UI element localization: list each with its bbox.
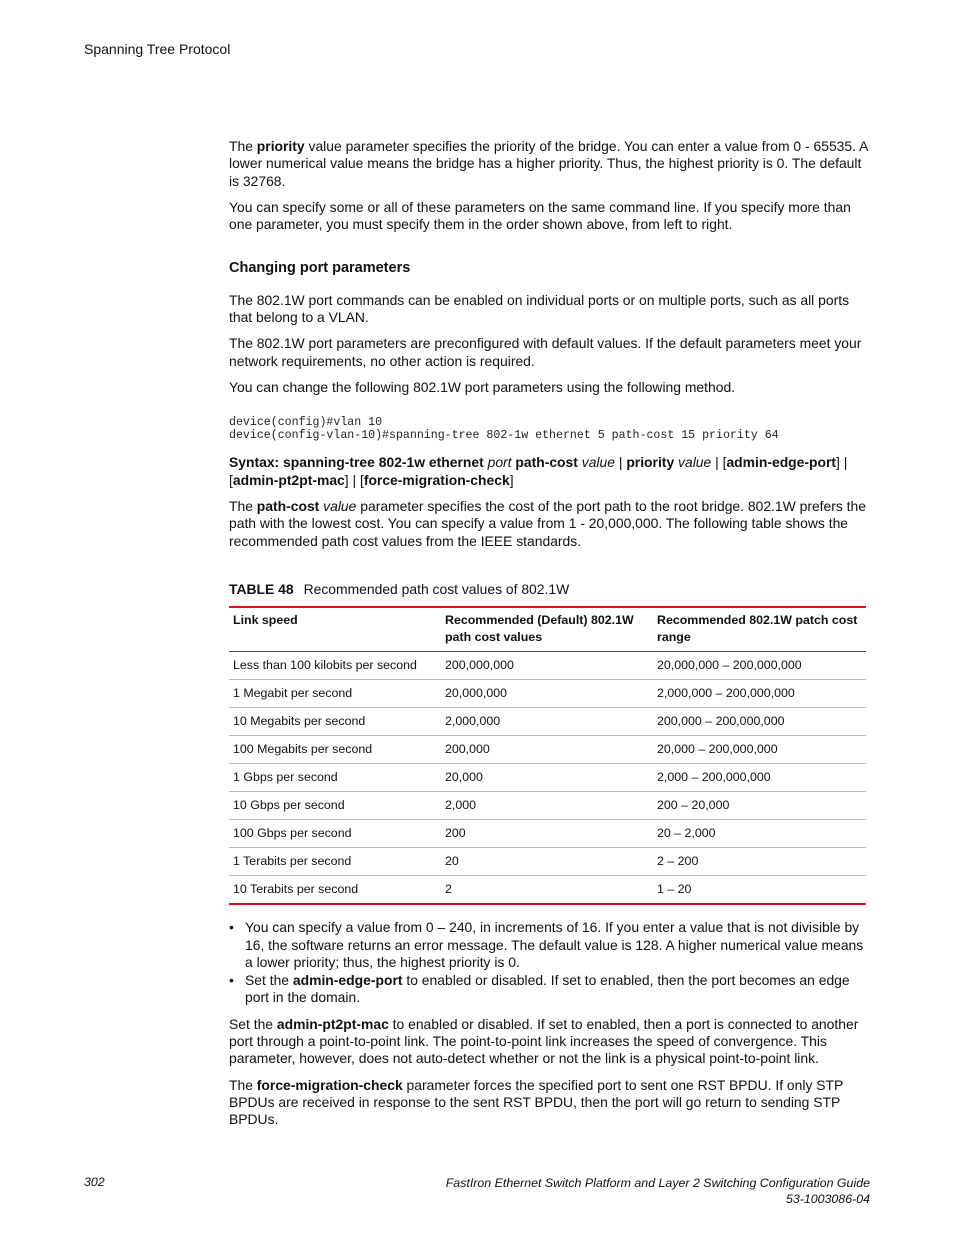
cell-link-speed: 100 Gbps per second xyxy=(229,820,441,848)
cell-cost-range: 200 – 20,000 xyxy=(653,792,866,820)
syntax-separator: ] xyxy=(509,471,514,488)
pt2pt-paragraph xyxy=(229,1016,869,1068)
cell-link-speed: 1 Gbps per second xyxy=(229,764,441,792)
syntax-keyword: admin-pt2pt-mac xyxy=(232,471,345,488)
bullet-list xyxy=(229,919,869,1006)
path-cost-table xyxy=(229,606,866,905)
cell-link-speed: Less than 100 kilobits per second xyxy=(229,652,441,680)
syntax-keyword: path-cost xyxy=(511,454,582,471)
cell-default-cost: 2,000,000 xyxy=(441,708,653,736)
code-example xyxy=(229,417,869,442)
cell-link-speed: 100 Megabits per second xyxy=(229,736,441,764)
page-content xyxy=(229,138,869,1138)
cell-default-cost: 200 xyxy=(441,820,653,848)
running-head: Spanning Tree Protocol xyxy=(84,41,231,57)
text: The xyxy=(229,498,257,515)
table-title: Recommended path cost values of 802.1W xyxy=(303,580,570,597)
syntax-keyword: priority xyxy=(626,454,679,471)
syntax-command: Syntax: spanning-tree 802-1w ethernet xyxy=(229,454,488,471)
cell-link-speed: 10 Gbps per second xyxy=(229,792,441,820)
doc-number: 53-1003086-04 xyxy=(785,1192,870,1206)
syntax-keyword: admin-edge-port xyxy=(726,454,837,471)
table-caption xyxy=(229,581,869,598)
table-row xyxy=(229,820,866,848)
list-item xyxy=(229,919,869,971)
doc-title: FastIron Ethernet Switch Platform and Layer 2 Switching Configuration Guide xyxy=(445,1176,870,1190)
section-heading: Changing port parameters xyxy=(229,260,411,277)
cell-cost-range: 2,000 – 200,000,000 xyxy=(653,764,866,792)
table-row xyxy=(229,876,866,905)
table-header-row xyxy=(229,607,866,652)
table-row xyxy=(229,652,866,680)
cell-cost-range: 20,000 – 200,000,000 xyxy=(653,736,866,764)
syntax-separator: ] | [ xyxy=(229,454,848,488)
cell-default-cost: 20,000 xyxy=(441,764,653,792)
term-value: value xyxy=(323,498,357,515)
cell-default-cost: 20,000,000 xyxy=(441,680,653,708)
cell-default-cost: 2,000 xyxy=(441,792,653,820)
text: The xyxy=(229,1076,257,1093)
text: parameter forces the specified port to sent one RST BPDU. If only STP BPDUs are received in response to the sent RST BPDU, then the port will go return to sending STP BPDUs. xyxy=(229,1076,844,1128)
footer-doc-info xyxy=(446,1175,870,1207)
text: You can specify a value from 0 – 240, in increments of 16. If you enter a value that is not divisible by 16, the software returns an error message. The default value is 128. A higher numerical value means a lower priority; thus, the highest priority is 0. xyxy=(245,919,864,970)
syntax-arg: value xyxy=(678,454,712,471)
cell-cost-range: 1 – 20 xyxy=(653,876,866,905)
syntax-arg: value xyxy=(581,454,615,471)
cell-link-speed: 1 Terabits per second xyxy=(229,848,441,876)
bullet-marker: • xyxy=(229,972,234,989)
syntax-line xyxy=(229,454,869,489)
header-default-path-cost: Recommended (Default) 802.1W path cost values xyxy=(445,613,634,645)
method-paragraph: You can change the following 802.1W port parameters using the following method. xyxy=(229,378,736,395)
text: to enabled or disabled. If set to enabled, then the port becomes an edge port in the domain. xyxy=(245,972,850,1006)
table-number: TABLE 48 xyxy=(229,580,294,597)
term-priority: priority xyxy=(256,138,305,154)
code-line: device(config)#vlan 10 xyxy=(229,416,383,430)
table-row xyxy=(229,680,866,708)
port-commands-paragraph: The 802.1W port commands can be enabled on individual ports or on multiple ports, such as all ports that belong to a VLAN. xyxy=(229,291,850,326)
term-force-migration-check: force-migration-check xyxy=(256,1076,403,1093)
syntax-separator: | [ xyxy=(711,454,727,471)
table-row xyxy=(229,736,866,764)
table-row xyxy=(229,764,866,792)
priority-paragraph xyxy=(229,138,869,190)
syntax-arg: port xyxy=(487,454,512,471)
text: Set the xyxy=(245,972,293,989)
text: value parameter specifies the priority of the bridge. You can enter a value from 0 - 65535. A lower numerical value means the bridge has a higher priority. Thus, the highest priority is 0. The default is 32768. xyxy=(229,138,868,189)
migration-paragraph xyxy=(229,1077,869,1129)
term-admin-pt2pt-mac: admin-pt2pt-mac xyxy=(276,1015,389,1032)
table-row xyxy=(229,792,866,820)
text: The xyxy=(229,138,257,154)
text: to enabled or disabled. If set to enabled, then a port is connected to another port through a point-to-point link. The point-to-point link increases the speed of convergence. This parameter, however, does not auto-detect whether or not the link is a physical point-to-point link. xyxy=(229,1015,859,1067)
syntax-keyword: force-migration-check xyxy=(363,471,510,488)
page-number: 302 xyxy=(84,1175,105,1189)
cell-default-cost: 200,000 xyxy=(441,736,653,764)
cell-default-cost: 20 xyxy=(441,848,653,876)
term-admin-edge-port: admin-edge-port xyxy=(292,972,403,989)
list-item xyxy=(229,972,869,1007)
cell-link-speed: 1 Megabit per second xyxy=(229,680,441,708)
cell-default-cost: 2 xyxy=(441,876,653,905)
cell-link-speed: 10 Megabits per second xyxy=(229,708,441,736)
text: Set the xyxy=(229,1015,277,1032)
cell-cost-range: 20,000,000 – 200,000,000 xyxy=(653,652,866,680)
path-cost-paragraph xyxy=(229,498,869,550)
table-row xyxy=(229,848,866,876)
table-row xyxy=(229,708,866,736)
syntax-separator: ] | [ xyxy=(344,471,364,488)
code-line: device(config-vlan-10)#spanning-tree 802-1w ethernet 5 path-cost 15 priority 64 xyxy=(229,428,779,442)
bullet-marker: • xyxy=(229,919,234,936)
parameters-paragraph: You can specify some or all of these parameters on the same command line. If you specify more than one parameter, you must specify them in the order shown above, from left to right. xyxy=(229,198,851,233)
syntax-separator: | xyxy=(614,454,627,471)
cell-default-cost: 200,000,000 xyxy=(441,652,653,680)
cell-cost-range: 2 – 200 xyxy=(653,848,866,876)
preconfigured-paragraph: The 802.1W port parameters are preconfigured with default values. If the default parameters meet your network requirements, no other action is required. xyxy=(229,335,862,369)
cell-cost-range: 20 – 2,000 xyxy=(653,820,866,848)
cell-cost-range: 200,000 – 200,000,000 xyxy=(653,708,866,736)
text: parameter specifies the cost of the port path to the root bridge. 802.1W prefers the path with the lowest cost. You can specify a value from 1 - 20,000,000. The following table shows the recommended path cost values from the IEEE standards. xyxy=(229,498,866,549)
header-link-speed: Link speed xyxy=(233,613,298,628)
cell-link-speed: 10 Terabits per second xyxy=(229,876,441,905)
cell-cost-range: 2,000,000 – 200,000,000 xyxy=(653,680,866,708)
header-path-cost-range: Recommended 802.1W patch cost range xyxy=(657,613,858,645)
term-path-cost: path-cost xyxy=(256,498,320,515)
